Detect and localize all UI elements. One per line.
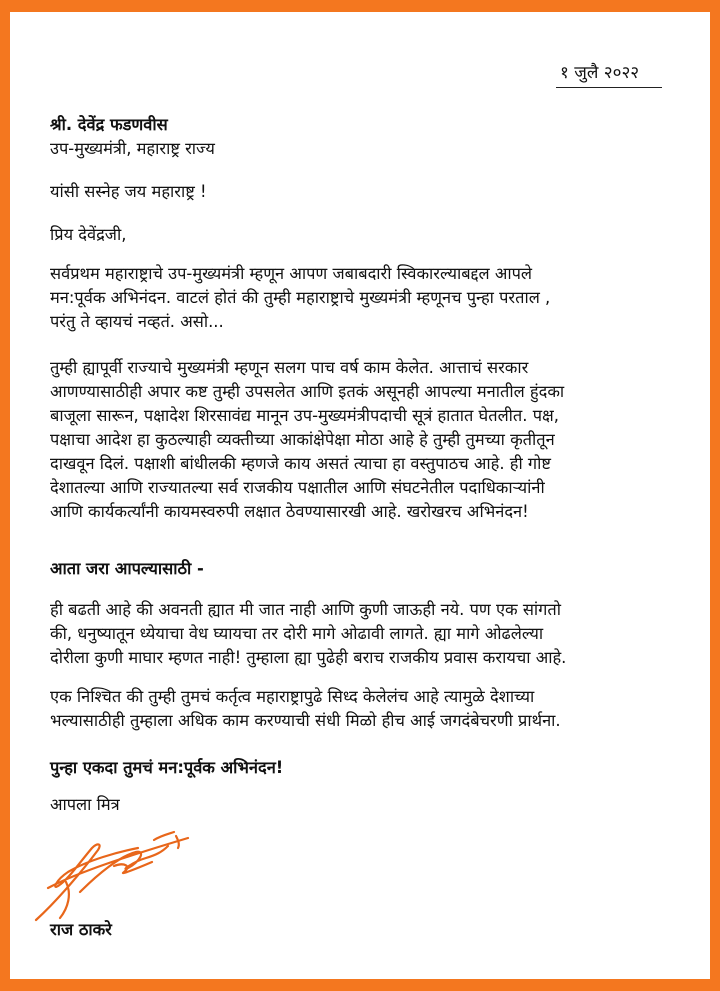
paragraph-3 [50, 598, 680, 670]
closing-line: पुन्हा एकदा तुमचं मन:पूर्वक अभिनंदन! [50, 758, 284, 777]
valediction: आपला मित्र [50, 795, 120, 814]
paragraph-4 [50, 685, 680, 733]
salutation: प्रिय देवेंद्रजी, [50, 225, 127, 244]
signature [28, 822, 218, 932]
addressee-name: श्री. देवेंद्र फडणवीस [50, 115, 168, 134]
paragraph-line: ही बढती आहे की अवनती ह्यात मी जात नाही आणि कुणी जाऊही नये. पण एक सांगतो [50, 600, 561, 619]
greeting: यांसी सस्नेह जय महाराष्ट्र ! [50, 182, 207, 201]
paragraph-line: दोरीला कुणी माघार म्हणत नाही! तुम्हाला ह्या पुढेही बराच राजकीय प्रवास करायचा आहे. [50, 648, 567, 667]
paragraph-line: मन:पूर्वक अभिनंदन. वाटलं होतं की तुम्ही महाराष्ट्राचे मुख्यमंत्री म्हणूनच पुन्हा परताल , [50, 288, 551, 307]
paragraph-line: दाखवून दिलं. पक्षाशी बांधीलकी म्हणजे काय असतं त्याचा हा वस्तुपाठच आहे. ही गोष्ट [50, 454, 551, 473]
addressee-title: उप-मुख्यमंत्री, महाराष्ट्र राज्य [50, 139, 215, 158]
paragraph-line: सर्वप्रथम महाराष्ट्राचे उप-मुख्यमंत्री म्हणून आपण जबाबदारी स्विकारल्याबद्दल आपले [50, 264, 533, 283]
paragraph-line: की, धनुष्यातून ध्येयाचा वेध घ्यायचा तर दोरी मागे ओढावी लागते. ह्या मागे ओढलेल्या [50, 624, 544, 643]
addressee-block [50, 113, 680, 161]
paragraph-line: बाजूला सारून, पक्षादेश शिरसावंद्य मानून उप-मुख्यमंत्रीपदाची सूत्रं हातात घेतलीत. पक्ष, [50, 406, 559, 425]
paragraph-line: देशातल्या आणि राज्यातल्या सर्व राजकीय पक्षातील आणि संघटनेतील पदाधिकाऱ्यांनी [50, 478, 545, 497]
paragraph-1 [50, 262, 680, 334]
paragraph-line: भल्यासाठीही तुम्हाला अधिक काम करण्याची संधी मिळो हीच आई जगदंबेचरणी प्रार्थना. [50, 711, 561, 730]
paragraph-line: आणि कार्यकर्त्यांनी कायमस्वरुपी लक्षात ठेवण्यासारखी आहे. खरोखरच अभिनंदन! [50, 502, 529, 521]
signatory-name: राज ठाकरे [50, 920, 112, 939]
paragraph-line: परंतु ते व्हायचं नव्हतं. असो... [50, 312, 224, 331]
subheading: आता जरा आपल्यासाठी - [50, 559, 204, 578]
paragraph-line: तुम्ही ह्यापूर्वी राज्याचे मुख्यमंत्री म्हणून सलग पाच वर्ष काम केलेत. आत्ताचं सरकार [50, 358, 529, 377]
paragraph-line: एक निश्चित की तुम्ही तुमचं कर्तृत्व महाराष्ट्रापुढे सिध्द केलेलंच आहे त्यामुळे देशाच्या [50, 687, 535, 706]
paragraph-line: आणण्यासाठीही अपार कष्ट तुम्ही उपसलेत आणि इतकं असूनही आपल्या मनातील हुंदका [50, 382, 565, 401]
paragraph-line: पक्षाचा आदेश हा कुठल्याही व्यक्तीच्या आकांक्षेपेक्षा मोठा आहे हे तुम्ही तुमच्या कृतीतून [50, 430, 555, 449]
letter-date: १ जुलै २०२२ [560, 63, 640, 83]
paragraph-2 [50, 356, 680, 524]
date-underline [556, 87, 662, 88]
